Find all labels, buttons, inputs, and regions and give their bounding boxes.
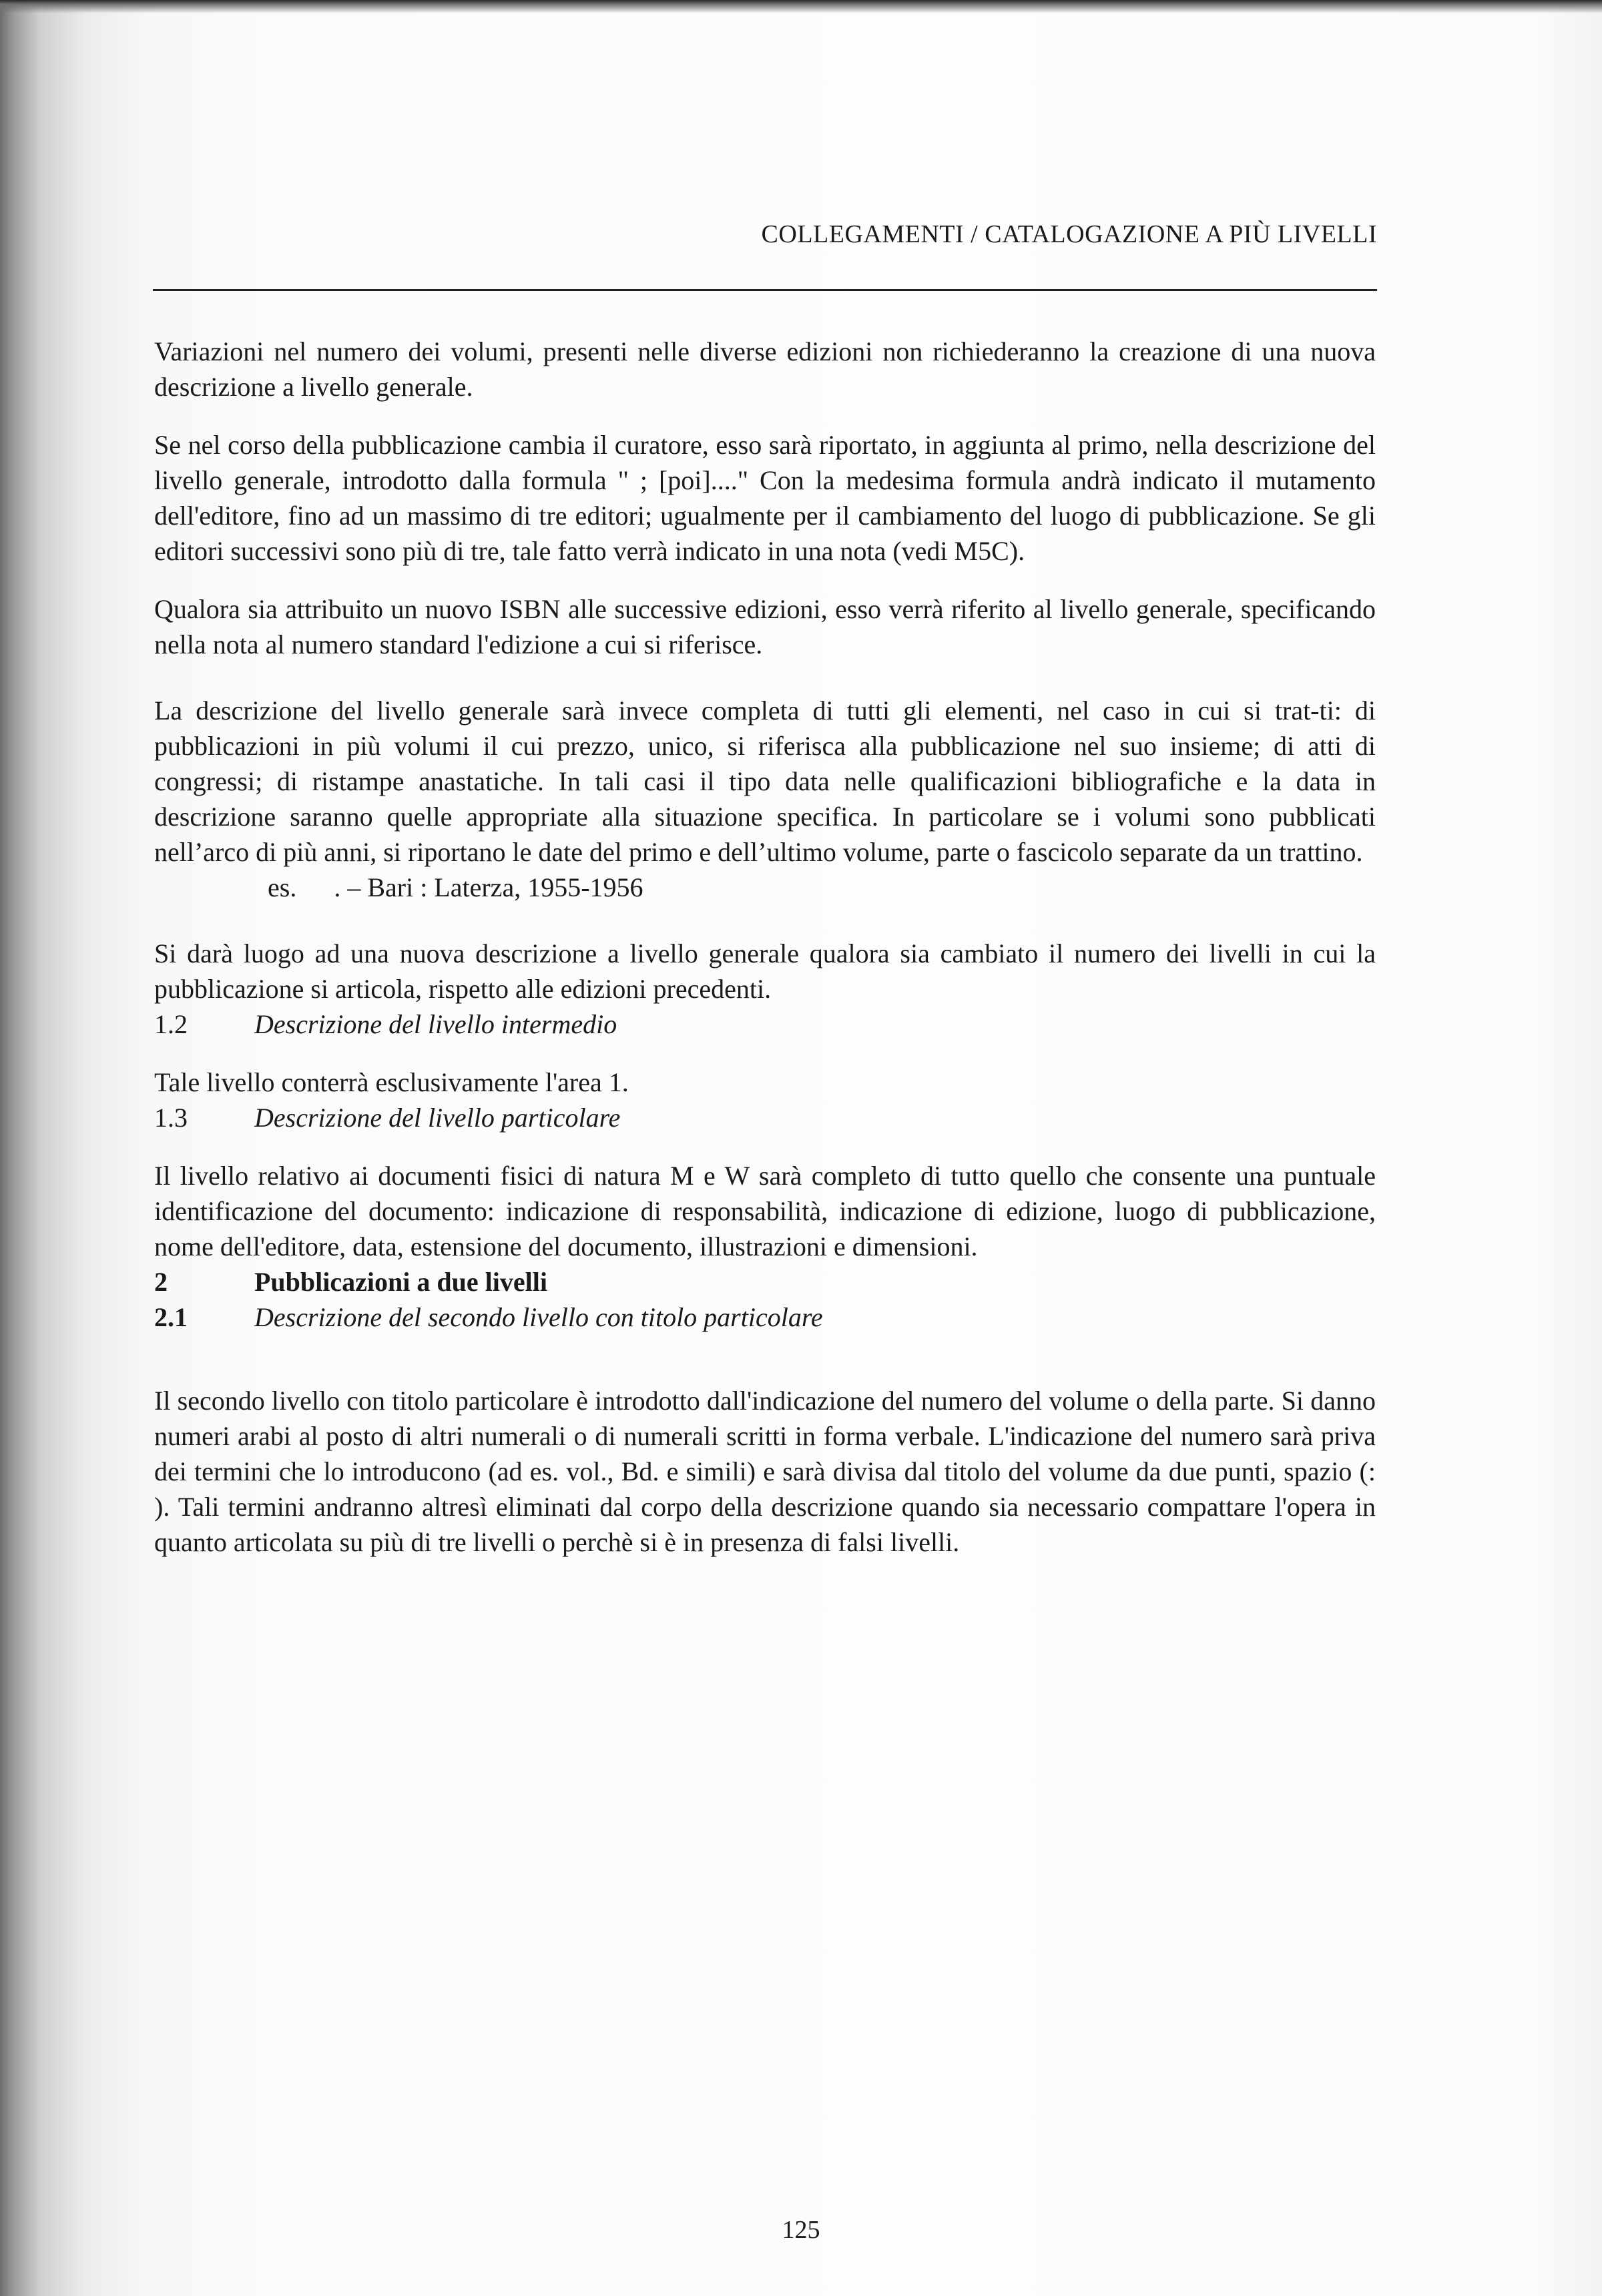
paragraph-complete-description: La descrizione del livello generale sarà invece completa di tutti gli elementi, nel caso in cui si trat-ti: di pubblicazioni in più volumi il cui prezzo, unico, si riferisca alla pubblicazione nel suo insieme; di atti di congressi; di ristampe anastatiche. In tali casi il tipo data nelle qualificazioni bibliografiche e la data in descrizione saranno quelle appropriate alla situazione specifica. In particolare se i volumi sono pubblicati nell’arco di più anni, si riportano le date del primo e dell’ultimo volume, parte o fascicolo separate da un trattino. [154, 695, 1376, 867]
section-title: Descrizione del livello intermedio [254, 1009, 617, 1039]
section-title: Descrizione del secondo livello con titolo particolare [254, 1302, 823, 1332]
paragraph-particular-level: Il livello relativo ai documenti fisici di natura M e W sarà completo di tutto quello che consente una puntuale identificazione del documento: indicazione di responsabilità, indicazione di edizione, luogo di pubblicazione, nome dell'editore, data, estensione del documento, illustrazioni e dimensioni. [154, 1161, 1376, 1261]
section-heading-2-1 [154, 1300, 1376, 1335]
example-text: . – Bari : Laterza, 1955-1956 [334, 872, 643, 902]
section-number: 2.1 [154, 1302, 188, 1332]
paragraph-intermediate-level: Tale livello conterrà esclusivamente l'area 1. [154, 1067, 629, 1097]
paragraph-new-description: Si darà luogo ad una nuova descrizione a livello generale qualora sia cambiato il numero dei livelli in cui la pubblicazione si articola, rispetto alle edizioni precedenti. [154, 938, 1376, 1004]
paragraph-volume-variations: Variazioni nel numero dei volumi, presenti nelle diverse edizioni non richiederanno la creazione di una nuova descrizione a livello generale. [154, 336, 1376, 402]
section-number: 1.2 [154, 1009, 188, 1039]
section-heading-1-2 [154, 1007, 1376, 1042]
section-number: 2 [154, 1267, 168, 1297]
scan-edge-shadow [0, 0, 1602, 13]
page-body [154, 334, 1376, 1560]
section-number: 1.3 [154, 1103, 188, 1133]
header-rule [153, 289, 1377, 291]
example-label: es. [268, 872, 297, 902]
example-line [154, 870, 1376, 905]
section-title: Pubblicazioni a due livelli [254, 1267, 547, 1297]
paragraph-isbn: Qualora sia attribuito un nuovo ISBN alle successive edizioni, esso verrà riferito al livello generale, specificando nella nota al numero standard l'edizione a cui si riferisce. [154, 594, 1376, 659]
running-header: COLLEGAMENTI / CATALOGAZIONE A PIÙ LIVELLI [761, 220, 1377, 248]
section-heading-1-3 [154, 1100, 1376, 1135]
paragraph-second-level: Il secondo livello con titolo particolare è introdotto dall'indicazione del numero del volume o della parte. Si danno numeri arabi al posto di altri numerali o di numerali scritti in forma verbale. L'indicazione del numero sarà priva dei termini che lo introducono (ad es. vol., Bd. e simili) e sarà divisa dal titolo del volume da due punti, spazio (: ). Tali termini andranno altresì eliminati dal corpo della descrizione quando sia necessario compattare l'opera in quanto articolata su più di tre livelli o perchè si è in presenza di falsi livelli. [154, 1386, 1376, 1557]
section-title: Descrizione del livello particolare [254, 1103, 621, 1133]
paragraph-curator-change: Se nel corso della pubblicazione cambia il curatore, esso sarà riportato, in aggiunta al primo, nella descrizione del livello generale, introdotto dalla formula " ; [poi]...." Con la medesima formula andrà indicato il mutamento dell'editore, fino ad un massimo di tre editori; ugualmente per il cambiamento del luogo di pubblicazione. Se gli editori successivi sono più di tre, tale fatto verrà indicato in una nota (vedi M5C). [154, 430, 1376, 566]
section-heading-2 [154, 1264, 1376, 1300]
page-number: 125 [782, 2216, 820, 2244]
